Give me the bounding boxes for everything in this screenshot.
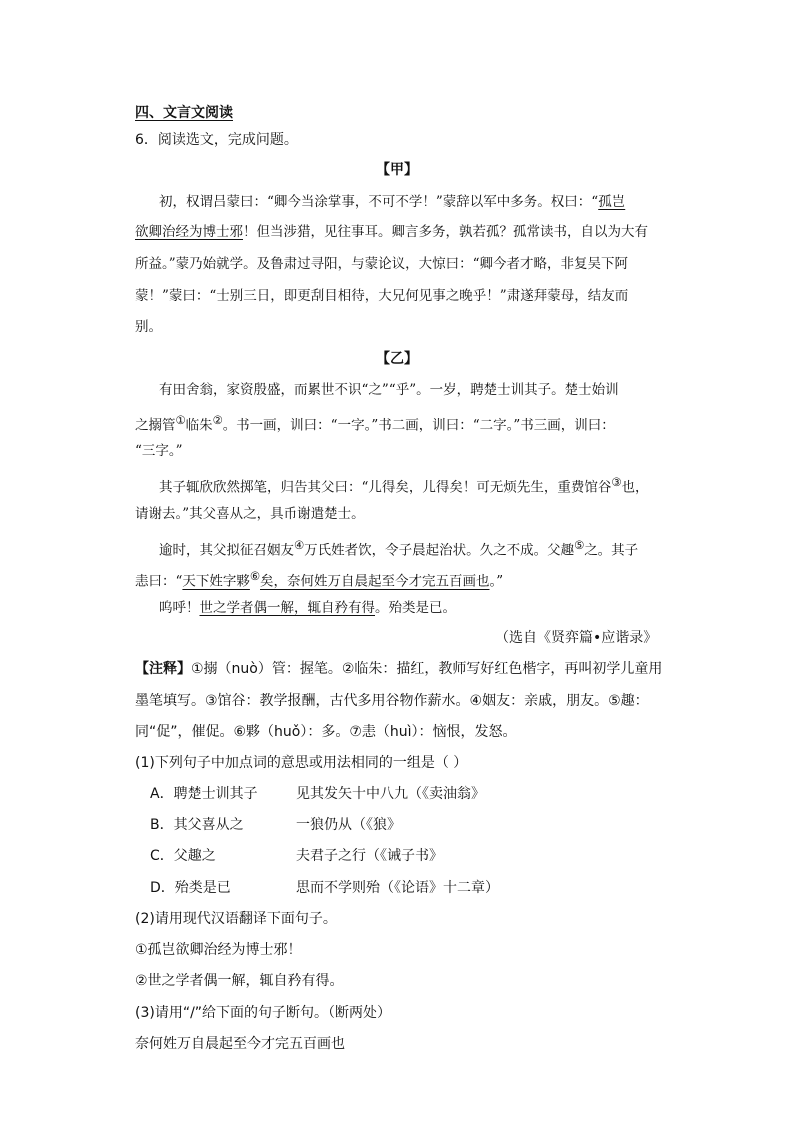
jia-line-4: 蒙！”蒙曰：“士别三日，即更刮目相待，大兄何见事之晚乎！”肃遂拜蒙母，结友而 bbox=[135, 288, 629, 304]
q3-stem: (3)请用“/”给下面的句子断句。（断两处） bbox=[135, 1005, 392, 1021]
jia-line-3: 所益。”蒙乃始就学。及鲁肃过寻阳，与蒙论议，大惊曰：“卿今者才略，非复吴下阿 bbox=[135, 256, 629, 272]
q2-item-2: ②世之学者偶一解，辄自矜有得。 bbox=[135, 973, 344, 989]
q2-item-1: ①孤岂欲卿治经为博士邪！ bbox=[135, 942, 302, 958]
q1-stem: (1)下列句子中加点词的意思或用法相同的一组是（ ） bbox=[135, 755, 468, 771]
jia-line-1: 初，权谓吕蒙曰：“卿今当涂掌事，不可不学！”蒙辞以军中多务。权曰：“孤岂 bbox=[159, 194, 626, 210]
yi-line-8: 呜呼！世之学者偶一解，辄自矜有得。殆类是已。 bbox=[159, 600, 456, 616]
yi-line-6: 逾时，其父拟征召姻友④万氏姓者饮，令子晨起治状。久之不成。父趣⑤之。其子 bbox=[159, 539, 639, 559]
q1-option-a: A．聘楚士训其子 见其发矢十中八九（《卖油翁》 bbox=[150, 786, 485, 802]
notes-line-3: 同“促”，催促。⑥夥（huǒ）：多。⑦恚（huì）：恼恨，发怒。 bbox=[135, 724, 517, 740]
q3-sentence: 奈何姓万自晨起至今才完五百画也 bbox=[135, 1036, 345, 1052]
jia-title: 【甲】 bbox=[376, 162, 418, 178]
yi-line-7: 恚曰：“天下姓字夥⑥矣，奈何姓万自晨起至今才完五百画也。” bbox=[135, 570, 504, 590]
yi-line-2: 之搦管①临朱②。书一画，训曰：“一字。”书二画，训曰：“二字。”书三画，训曰： bbox=[135, 414, 615, 434]
notes-line-2: 墨笔填写。③馆谷：教学报酬，古代多用谷物作薪水。④姻友：亲戚，朋友。⑤趣： bbox=[135, 693, 649, 709]
q1-option-c: C．父趣之 夫君子之行（《诫子书》 bbox=[150, 848, 443, 864]
notes-line-1: 【注释】①搦（nuò）管：握笔。②临朱：描红，教师写好红色楷字，再叫初学儿童用 bbox=[135, 661, 663, 677]
q1-option-d: D．殆类是已 思而不学则殆（《论语》十二章） bbox=[150, 880, 499, 896]
jia-line-2: 欲卿治经为博士邪！但当涉猎，见往事耳。卿言多务，孰若孤？孤常读书，自以为大有 bbox=[135, 224, 648, 240]
source-citation: （选自《贤弈篇•应谐录》 bbox=[495, 630, 658, 646]
yi-title: 【乙】 bbox=[376, 351, 418, 367]
yi-line-3: “三字。” bbox=[135, 443, 183, 459]
yi-line-4: 其子辄欣欣然掷笔，归告其父曰：“儿得矣，儿得矣！可无烦先生，重费馆谷③也， bbox=[159, 476, 649, 496]
yi-line-1: 有田舍翁，家资殷盛，而累世不识“之”“乎”。一岁，聘楚士训其子。楚士始训 bbox=[159, 382, 619, 398]
q1-option-b: B．其父喜从之 一狼仍从（《狼》 bbox=[150, 817, 401, 833]
q2-stem: (2)请用现代汉语翻译下面句子。 bbox=[135, 911, 337, 927]
yi-line-5: 请谢去。”其父喜从之，具币谢遣楚士。 bbox=[135, 506, 365, 522]
question-intro: 6．阅读选文，完成问题。 bbox=[135, 132, 298, 148]
section-heading: 四、文言文阅读 bbox=[135, 105, 233, 121]
jia-line-5: 别。 bbox=[135, 319, 162, 335]
